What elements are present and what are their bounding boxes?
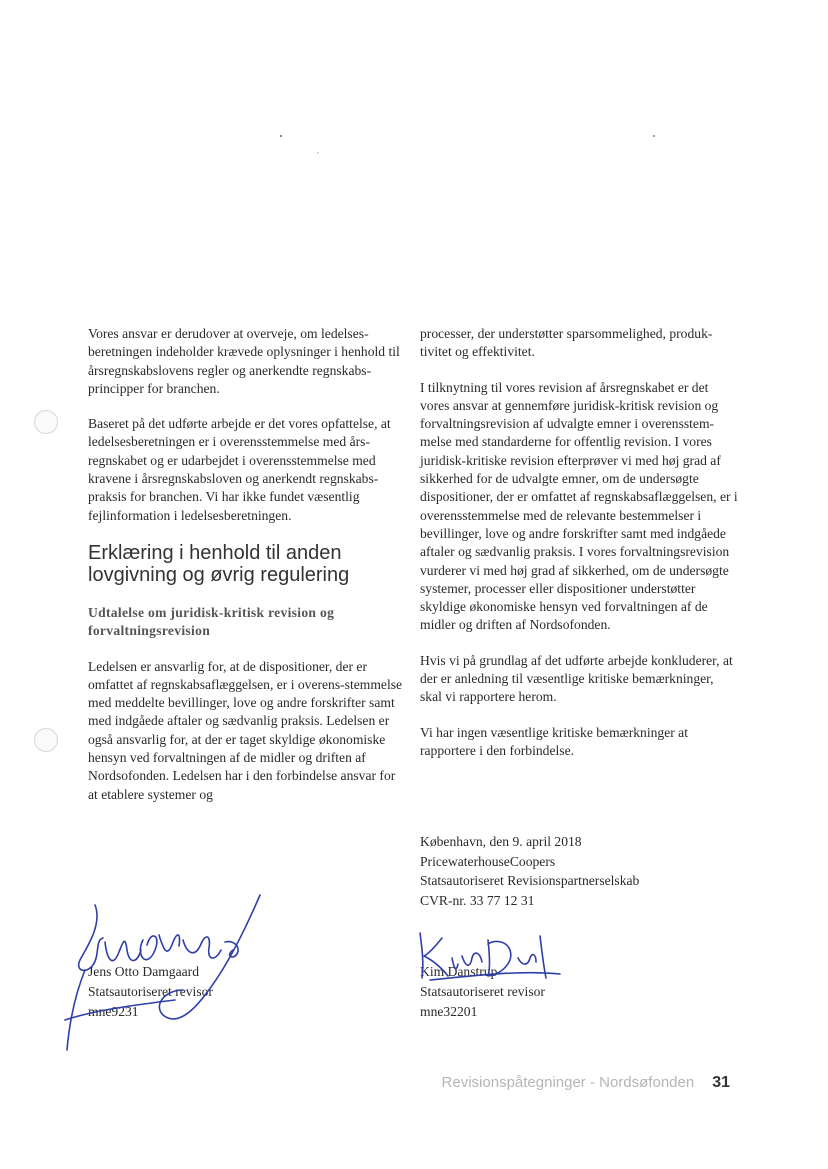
left-column xyxy=(88,325,406,821)
punch-hole-top xyxy=(34,410,58,434)
footer-title: Revisionspåtegninger - Nordsøfonden xyxy=(441,1074,695,1091)
cvr-number: CVR-nr. 33 77 12 31 xyxy=(420,892,535,908)
section-heading: Erklæring i henhold til anden lovgivning og øvrig regulering xyxy=(88,541,350,586)
place-date-block xyxy=(420,832,639,910)
sub-heading: Udtalelse om juridisk-kritisk revision og forvaltningsrevision xyxy=(88,604,335,639)
paragraph: Hvis vi på grundlag af det udførte arbejde konkluderer, at der er anledning til væsentlige kritiske bemærkninger, skal vi rapportere herom. xyxy=(420,652,733,705)
scan-speck xyxy=(317,152,319,154)
firm-type: Statsautoriseret Revisionspartnerselskab xyxy=(420,873,640,888)
paragraph: I tilknytning til vores revision af årsregnskabet er det vores ansvar at gennemføre juridisk-kritisk revision og forvaltningsrevision af udvalgte emner i overensstemmelse med standarderne for offentlig revision. I vores juridisk-kritiske revision efterprøver vi med høj grad af sikkerhed for de udvalgte emner, om de undersøgte dispositioner, der er omfattet af regnskabsaflæggelsen, er i overensstemmelse med de relevante bestemmelser i bevillinger, love og andre forskrifter samt med indgåede aftaler og sædvanlig praksis. I vores forvaltningsrevision vurderer vi med høj grad af sikkerhed, om de undersøgte systemer, processer eller dispositioner understøtter skyldige økonomiske hensyn ved forvaltningen af de midler og driften af Nordsofonden. xyxy=(420,379,738,633)
signature-block-right xyxy=(420,962,545,1022)
signer-id: mne9231 xyxy=(88,1004,139,1019)
paragraph: Vi har ingen væsentlige kritiske bemærkninger at rapportere i den forbindelse. xyxy=(420,724,688,758)
signer-id: mne32201 xyxy=(420,1004,478,1019)
signer-title: Statsautoriseret revisor xyxy=(88,984,213,999)
page-footer xyxy=(442,1074,730,1092)
paragraph: Ledelsen er ansvarlig for, at de dispositioner, der er omfattet af regnskabsaflæggelsen, er i overens-stemmelse med meddelte bevillinger, love og andre forskrifter samt med indgåede aftaler og sædvanlig praksis. Ledelsen er også ansvarlig for, at der er taget skyldige økonomiske hensyn ved forvaltningen af de midler og driften af Nordsofonden. Ledelsen har i den forbindelse ansvar for at etablere systemer og xyxy=(88,658,403,802)
paragraph: Vores ansvar er derudover at overveje, om ledelsesberetningen indeholder krævede oplysninger i henhold til årsregnskabslovens regler og anerkendte regnskabsprincipper for branchen. xyxy=(88,326,400,396)
signer-title: Statsautoriseret revisor xyxy=(420,984,545,999)
punch-hole-bottom xyxy=(34,728,58,752)
paragraph: processer, der understøtter sparsommelighed, produktivitet og effektivitet. xyxy=(420,326,713,360)
scan-speck xyxy=(653,135,655,137)
firm-name: PricewaterhouseCoopers xyxy=(420,853,556,869)
signature-block-left xyxy=(88,962,213,1022)
paragraph: Baseret på det udførte arbejde er det vores opfattelse, at ledelsesberetningen er i overensstemmelse med årsregnskabet og er udarbejdet i overensstemmelse med kravene i årsregnskabsloven og anerkendt regnskabspraksis for branchen. Vi har ikke fundet væsentlig fejlinformation i ledelsesberetningen. xyxy=(88,416,391,523)
place-date-line: København, den 9. april 2018 xyxy=(420,834,582,849)
page-number: 31 xyxy=(712,1074,730,1091)
right-column xyxy=(420,325,738,777)
signer-name: Kim Danstrup xyxy=(420,964,498,979)
scan-speck xyxy=(280,135,282,137)
signer-name: Jens Otto Damgaard xyxy=(88,964,199,979)
